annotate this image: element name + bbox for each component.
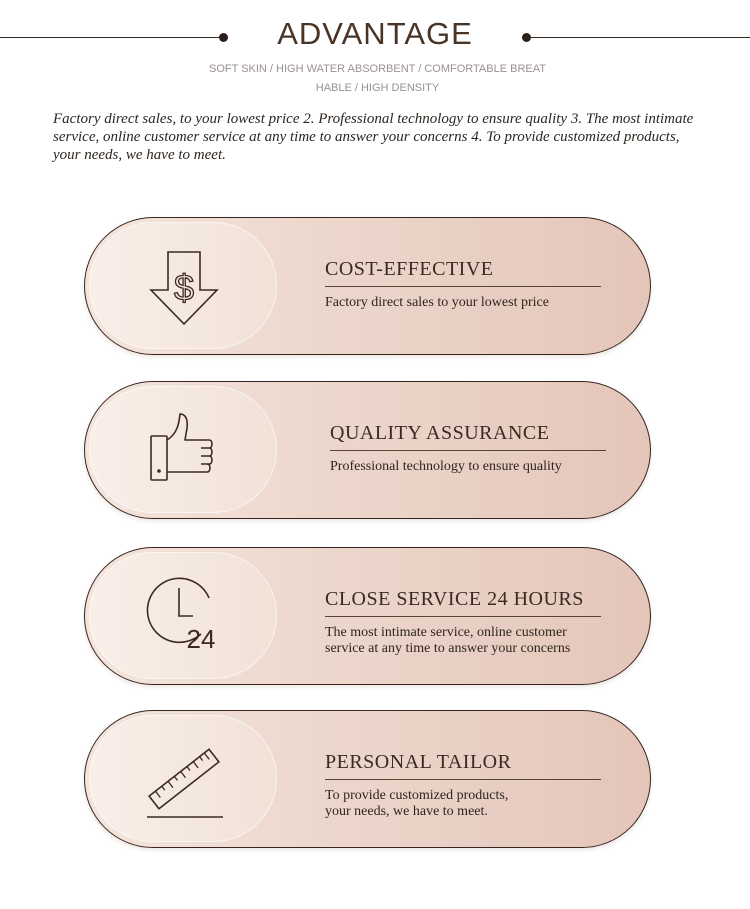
card-description: The most intimate service, online customer service at any time to answer your concerns (325, 625, 571, 656)
card-title: COST-EFFECTIVE (325, 258, 494, 280)
card-title: CLOSE SERVICE 24 HOURS (325, 588, 584, 610)
svg-text:$: $ (173, 267, 195, 308)
advantage-card-quality-assurance (84, 381, 651, 519)
page-title: ADVANTAGE (277, 16, 473, 51)
card-divider (325, 779, 601, 780)
advantage-card-close-service (84, 547, 651, 685)
icon-circle (89, 552, 277, 679)
icon-circle (89, 715, 277, 842)
card-title: PERSONAL TAILOR (325, 751, 512, 773)
dollar-down-arrow-icon (139, 246, 229, 326)
card-divider (325, 286, 601, 287)
icon-circle (89, 386, 277, 513)
intro-paragraph: Factory direct sales, to your lowest price 2. Professional technology to ensure quality 3. The most intimate service, online customer service at any time to answer your concerns 4. To provide customized products, your needs, we have to meet. (53, 111, 694, 163)
advantage-card-personal-tailor (84, 710, 651, 848)
thumbs-up-icon (139, 410, 229, 490)
header-line-right (526, 37, 750, 38)
card-description: To provide customized products, your needs, we have to meet. (325, 788, 509, 819)
card-title: QUALITY ASSURANCE (330, 422, 550, 444)
svg-text:24: 24 (186, 624, 216, 654)
icon-circle (89, 222, 277, 349)
subtitle-line-2: HABLE / HIGH DENSITY (315, 82, 440, 94)
clock-24-icon (139, 576, 229, 656)
advantage-card-cost-effective (84, 217, 651, 355)
card-divider (330, 450, 606, 451)
subtitle (200, 60, 555, 98)
subtitle-line-1: SOFT SKIN / HIGH WATER ABSORBENT / COMFORTABLE BREAT (209, 63, 546, 75)
ruler-icon (139, 739, 229, 819)
card-description: Factory direct sales to your lowest price (325, 295, 549, 310)
card-divider (325, 616, 601, 617)
card-description: Professional technology to ensure quality (330, 459, 562, 474)
